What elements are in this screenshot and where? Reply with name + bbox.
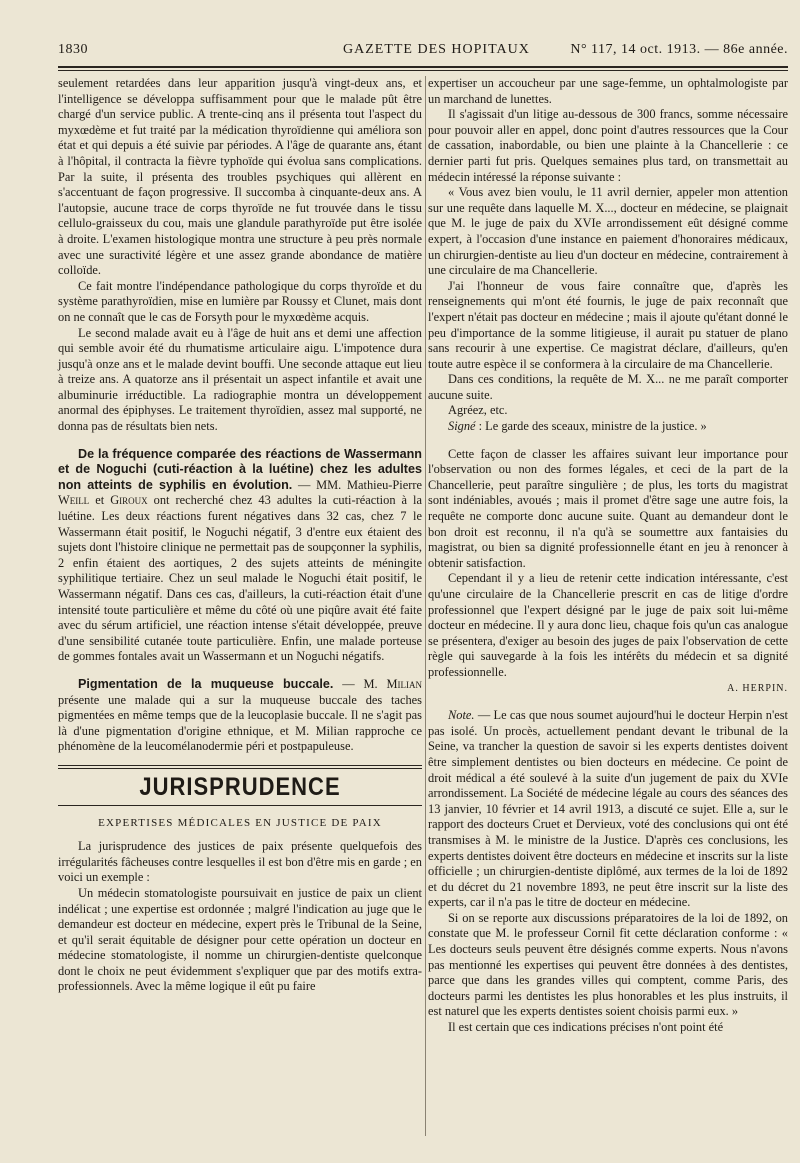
- section-rule: [58, 805, 422, 806]
- text-run: — M.: [333, 676, 387, 691]
- quoted-letter: Dans ces conditions, la requête de M. X... ne me paraît comporter aucune suite.: [428, 372, 788, 402]
- text-run: et: [89, 493, 111, 508]
- paragraph: seulement retardées dans leur apparition jusqu'à vingt-deux ans, et l'intelligence se développa suffisamment pour que le malade pût être chargé d'un service public. A trente-cinq ans il présenta tout l'aspect du myxœdème et fut traité par la médication thyroïdienne qui améliora son état et qui depuis a été suivie par périodes. A l'âge de quarante ans, étant à l'hôpital, il contracta la fièvre typhoïde qui évolua sans complications. Par la suite, il présenta des troubles psychiques qui allèrent en s'accentuant de façon progressive. Il succomba à cinquante-deux ans. A l'autopsie, aucune trace de corps thyroïde ne fut trouvée dans le tissu cellulo-graisseux du cou, mais une glandule parathyroïde put être isolée à droite. L'examen histologique montra une structure à peu près normale avec une suractivité légère et une assez grande abondance de matière colloïde.: [58, 76, 422, 278]
- quoted-letter: Agréez, etc.: [448, 403, 508, 418]
- paragraph: Cette façon de classer les affaires suivant leur importance pour l'observation ou non des formes légales, et ceci de la part de la Chancellerie, peut paraître singulière ; de plus, les torts du magistrat sont indéniables, avoués ; mais il promet d'être sage une autre fois, la requête ne comporte donc aucune suite. Quant au demandeur dont le bon droit est reconnu, il n'a qu'à se soumettre aux fantaisies du magistrat, ou bien sa dignité professionnelle étant en jeu à renoncer à obtenir satisfaction.: [428, 446, 788, 570]
- paragraph: Il s'agissait d'un litige au-dessous de 300 francs, somme nécessaire pour pouvoir aller en appel, donc point d'autres ressources que la Cour de cassation, inabordable, ou bien une plainte à la Chancellerie : ce dernier parti fut pris. Quelques semaines plus tard, on transmettait au médecin intéressé la réponse suivante :: [428, 107, 788, 184]
- page-number: 1830: [58, 42, 88, 57]
- section-rule-thin: [58, 768, 422, 769]
- author-name: Weill: [58, 493, 90, 508]
- spacer: [58, 435, 422, 447]
- paragraph: Cependant il y a lieu de retenir cette indication intéressante, c'est qu'une circulaire de la Chancellerie prescrit en cas de litige d'ordre professionnel que l'expert désigné par le juge de paix soit lui-même docteur en médecine. Il y aura donc lieu, chaque fois qu'un cas analogue se présentera, d'exiger au besoin des juges de paix l'observation de cette règle qui sauvegarde à la fois les intérêts du médecin et sa dignité professionnelle.: [428, 571, 788, 679]
- jurisprudence-subheading: EXPERTISES MÉDICALES EN JUSTICE DE PAIX: [98, 816, 382, 829]
- quoted-letter: J'ai l'honneur de vous faire connaître que, d'après les renseignements qui m'ont été fournis, le juge de paix reconnaît que l'expert n'était pas docteur en médecine ; mais il ajoute qu'étant donné le peu d'importance de la somme litigieuse, il aurait pu statuer de plano sans recourir à une expertise. Ce magistrat déclare, d'ailleurs, qu'en toute autre espèce il se conformera à la circulaire de ma Chancellerie.: [428, 278, 788, 371]
- issue-info: N° 117, 14 oct. 1913. — 86e année.: [570, 42, 788, 57]
- section-title: De la fréquence comparée des réactions de Wassermann et de Noguchi (cuti-réaction à la luétine) chez les adultes non atteints de syphilis en évolution.: [58, 446, 422, 492]
- section-body: ont recherché chez 43 adultes la cuti-réaction à la luétine. Les deux réactions furent négatives dans 32 cas, chez 7 le Wassermann était positif, le Noguchi négatif, 3 d'entre eux étaient des sujets dont l'histoire clinique ne permettait pas de soupçonner la syphilis, 2 enfin étaient des aortiques, 2 des sujets atteints de méningite syphilitique tertiaire. Chez un seul malade le Noguchi était positif, le Wassermann négatif. Dans ces cas, d'ailleurs, la cuti-réaction était d'une intensité toute particulière et même du côté où une piqûre avait été faite avec du sérum artificiel, une réaction intense s'était développée, preuve d'une sensibilité cutanée toute particulière. Enfin, une malade porteuse de gommes fontales avait un Wassermann et un Noguchi négatifs.: [58, 493, 423, 664]
- text-run: — MM. Mathieu-Pierre: [292, 477, 422, 492]
- section-body: présente une malade qui a sur la muqueuse buccale des taches pigmentées en même temps que de la leucoplasie buccale. Il ne s'agit pas là d'une pigmentation d'origine ethnique, et M. Milian rapproche ce phénomène de la leucomélanodermie péri et postpapuleuse.: [58, 692, 422, 754]
- column-divider: [425, 76, 426, 1136]
- header-rule: [58, 66, 788, 68]
- author-name: Giroux: [110, 493, 148, 508]
- journal-title: GAZETTE DES HOPITAUX: [343, 42, 530, 57]
- header-rule-thin: [58, 70, 788, 71]
- section-pigmentation: [58, 677, 422, 755]
- jurisprudence-heading: JURISPRUDENCE: [139, 772, 341, 801]
- section-rule: [58, 765, 422, 766]
- paragraph: Le second malade avait eu à l'âge de huit ans et demi une affection qui semble avoir été du rhumatisme articulaire aigu. L'impotence dura jusqu'à onze ans et le malade devint bouffi. Une seconde attaque eut lieu à treize ans. A quatorze ans il présentait un aspect infantile et avait une albuminurie irréductible. La radiographie montra un développement anormal des épiphyses. Le traitement thyroïdien, assez mal supporté, ne donna pas de résultats bien nets.: [58, 325, 422, 434]
- signature-line: [428, 419, 788, 435]
- page-header: [58, 42, 788, 66]
- quoted-letter: « Vous avez bien voulu, le 11 avril dernier, appeler mon attention sur une requête dans laquelle M. X..., docteur en médecine, se plaignait que M. le juge de paix du XVIe arrondissement eût désigné comme expert, à l'occasion d'une instance en paiement d'honoraires médicaux, un chirurgien-dentiste au lieu d'un docteur en médecine, contrairement à une circulaire de ma Chancellerie.: [428, 185, 788, 278]
- author-name: Milian: [386, 676, 422, 691]
- note-label: Note.: [448, 708, 475, 723]
- spacer: [428, 696, 788, 708]
- right-column: [428, 76, 788, 1036]
- signed-label: Signé: [448, 419, 476, 434]
- section-title: Pigmentation de la muqueuse buccale.: [78, 676, 334, 691]
- paragraph: Il est certain que ces indications précises n'ont point été: [448, 1020, 724, 1035]
- text-run: : Le garde des sceaux, ministre de la justice. »: [475, 419, 707, 434]
- note-paragraph: [428, 708, 788, 911]
- paragraph: Un médecin stomatologiste poursuivait en justice de paix un client indélicat ; une expertise est ordonnée ; malgré l'indication au juge que le demandeur est docteur en médecine, expert près le Tribunal de la Seine, et qu'il serait équitable de désigner pour cette opération un docteur en médecine stomatologiste, il nomme un chirurgien-dentiste quelconque dont le choix ne peut évidemment s'expliquer que par des motifs extra-professionnels. Avec la même logique il eût pu faire: [58, 885, 422, 994]
- spacer: [58, 665, 422, 677]
- text-run: — Le cas que nous soumet aujourd'hui le docteur Herpin n'est pas isolé. Un procès, actuellement pendant devant le tribunal de la Seine, va trancher la question de savoir si les experts dentistes doivent être simplement dentistes ou bien docteurs en médecine. Ce point de droit médical a été soulevé à la suite d'un jugement de paix du XVIe arrondissement. La Société de médecine légale au cours des séances des 13 janvier, 10 février et 14 avril 1913, a discuté ce sujet. Elle a, sur le rapport des docteurs Cruet et Dervieux, voté des conclusions qui ont été transmises à M. le ministre de la Justice. D'après ces conclusions, les experts dentistes doivent être docteurs en médecine et inscrits sur la liste officielle ; un chirurgien-dentiste diplômé, aux termes de la loi de 1892 et du décret du 21 novembre 1893, ne peut être inscrit sur la liste des experts, car il n'a pas le titre de docteur en médecine.: [428, 708, 788, 910]
- author-signature: A. HERPIN.: [727, 682, 788, 694]
- section-wassermann: [58, 447, 422, 665]
- paragraph: La jurisprudence des justices de paix présente quelquefois des irrégularités fâcheuses contre lesquelles il est bon d'être mis en garde ; en voici un exemple :: [58, 839, 422, 885]
- spacer: [428, 435, 788, 447]
- left-column: [58, 76, 422, 995]
- paragraph: expertiser un accoucheur par une sage-femme, un ophtalmologiste par un marchand de lunettes.: [428, 76, 788, 106]
- paragraph: Si on se reporte aux discussions préparatoires de la loi de 1892, on constate que M. le professeur Cornil fit cette déclaration conforme : « Les docteurs seuls peuvent être désignés comme experts. Nous n'avons pas mentionné les expertises qui peuvent être données à des dentistes, parce que dans les grandes villes qui comptent, comme Paris, des docteurs parmi les dentistes les plus honorables et les plus instruits, il est naturel que les experts dentistes soient choisis parmi eux. »: [428, 910, 788, 1019]
- paragraph: Ce fait montre l'indépendance pathologique du corps thyroïde et du système parathyroïdien, mise en lumière par Roussy et Clunet, mais dont on ne connaît que le cas de Forsyth pour le myxœdème acquis.: [58, 278, 422, 324]
